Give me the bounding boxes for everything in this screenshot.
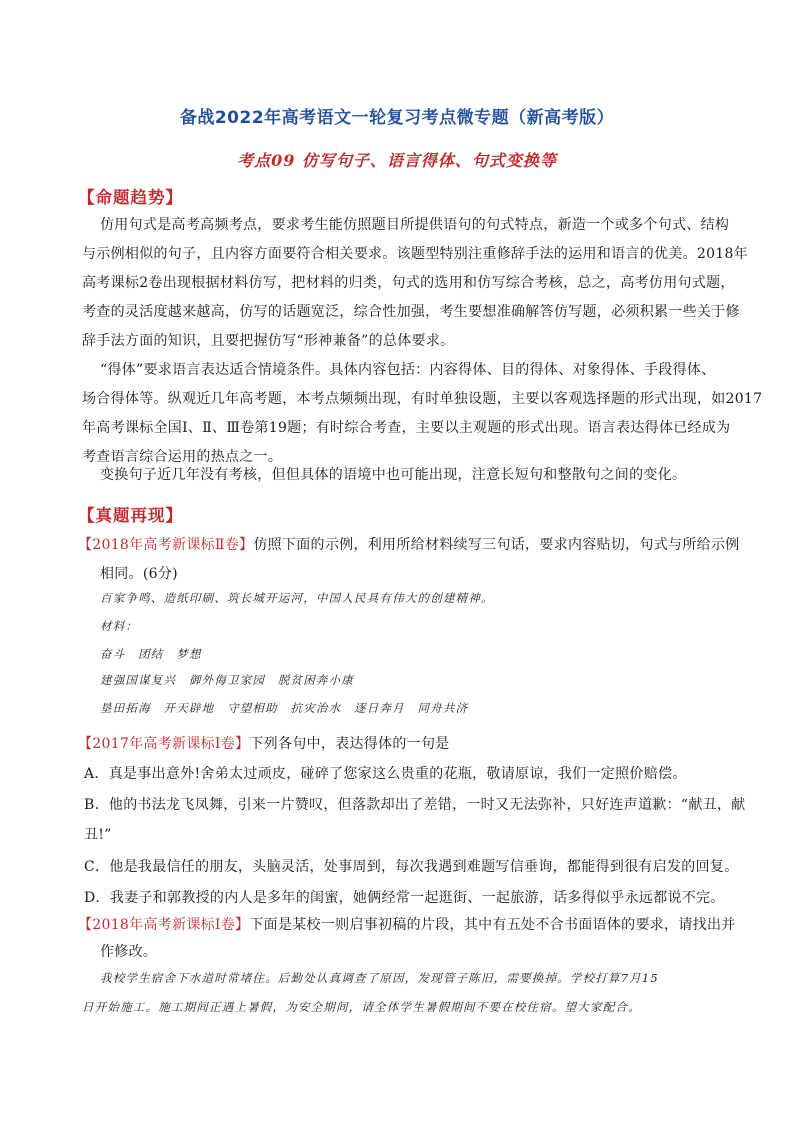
- section-heading-real: 【真题再现】: [78, 506, 183, 525]
- question-3-text-cont: 作修改。: [100, 944, 158, 960]
- question-2-option-b: B．他的书法龙飞凤舞，引来一片赞叹，但落款却出了差错，一时又无法弥补，只好连声道歉：“献丑，献: [84, 797, 746, 813]
- question-1-material-3: 垦田拓海 开天辟地 守望相助 抗灾治水 逐日奔月 同舟共济: [100, 701, 469, 715]
- document-subtitle: 考点09 仿写句子、语言得体、句式变换等: [237, 151, 557, 170]
- paragraph-line: 场合得体等。纵观近几年高考题，本考点频频出现，有时单独设题，主要以客观选择题的形式出现，如2017: [82, 391, 763, 407]
- paragraph-line: “得体”要求语言表达适合情境条件。具体内容包括：内容得体、目的得体、对象得体、手段得体、: [100, 362, 716, 378]
- question-1-example: 百家争鸣、造纸印刷、筑长城开运河，中国人民具有伟大的创建精神。: [100, 591, 494, 605]
- paragraph-line: 辞手法方面的知识，且要把握仿写“形神兼备”的总体要求。: [82, 333, 455, 349]
- question-2: [78, 733, 450, 753]
- question-3-tag: 【2018年高考新课标Ⅰ卷】: [78, 917, 250, 933]
- question-3-notice-line-2: 日开始施工。施工期间正遇上暑假，为安全期间，请全体学生暑假期间不要在校住宿。望大家配合。: [82, 1000, 641, 1014]
- paragraph-line: 年高考课标全国Ⅰ、Ⅱ、Ⅲ卷第19题；有时综合考查，主要以主观题的形式出现。语言表达得体已经成为: [82, 420, 731, 436]
- paragraph-line: 考查的灵活度越来越高，仿写的话题宽泛，综合性加强，考生要想准确解答仿写题，必须积累一些关于修: [82, 304, 740, 320]
- paragraph-line: 仿用句式是高考高频考点，要求考生能仿照题目所提供语句的句式特点，新造一个或多个句式、结构: [100, 217, 730, 233]
- question-1-material-2: 建强国谋复兴 御外侮卫家园 脱贫困奔小康: [100, 673, 354, 687]
- question-1-text-cont: 相同。(6分): [100, 566, 178, 582]
- section-heading-trend: 【命题趋势】: [78, 188, 183, 207]
- question-3: [78, 914, 736, 934]
- question-1-material-1: 奋斗 团结 梦想: [100, 647, 202, 661]
- paragraph-line: 考查语言综合运用的热点之一。: [82, 449, 283, 465]
- trend-paragraph-3: 变换句子近几年没有考核，但但具体的语境中也可能出现，注意长短句和整散句之间的变化。: [100, 467, 687, 483]
- question-2-tag: 【2017年高考新课标Ⅰ卷】: [78, 736, 250, 752]
- question-2-option-b-cont: 丑!”: [84, 827, 112, 843]
- question-3-text: 下面是某校一则启事初稿的片段，其中有五处不合书面语体的要求，请找出并: [249, 917, 736, 933]
- question-1: [78, 534, 740, 554]
- question-2-option-a: A．真是事出意外!舍弟太过顽皮，碰碎了您家这么贵重的花瓶，敬请原谅，我们一定照价赔偿。: [84, 766, 687, 782]
- question-1-tag: 【2018年高考新课标Ⅱ卷】: [78, 537, 254, 553]
- question-3-notice-line-1: 我校学生宿舍下水道时常堵住。后勤处认真调查了原因，发现管子陈旧，需要换掉。学校打算7月15: [100, 971, 659, 985]
- question-2-option-d: D．我妻子和郭教授的内人是多年的闺蜜，她俩经常一起逛街、一起旅游，话多得似乎永远都说不完。: [84, 890, 725, 906]
- question-2-text: 下列各句中，表达得体的一句是: [249, 736, 450, 752]
- document-title: 备战2022年高考语文一轮复习考点微专题（新高考版）: [179, 108, 615, 128]
- question-1-material-label: 材料：: [100, 619, 139, 633]
- paragraph-line: 与示例相似的句子，且内容方面要符合相关要求。该题型特别注重修辞手法的运用和语言的优美。2018年: [82, 246, 749, 262]
- paragraph-line: 高考课标2卷出现根据材料仿写，把材料的归类，句式的选用和仿写综合考核，总之，高考仿用句式题，: [82, 275, 735, 291]
- question-2-option-c: C．他是我最信任的朋友，头脑灵活，处事周到，每次我遇到难题写信垂询，都能得到很有启发的回复。: [84, 859, 739, 875]
- question-1-text: 仿照下面的示例，利用所给材料续写三句话，要求内容贴切，句式与所给示例: [253, 537, 740, 553]
